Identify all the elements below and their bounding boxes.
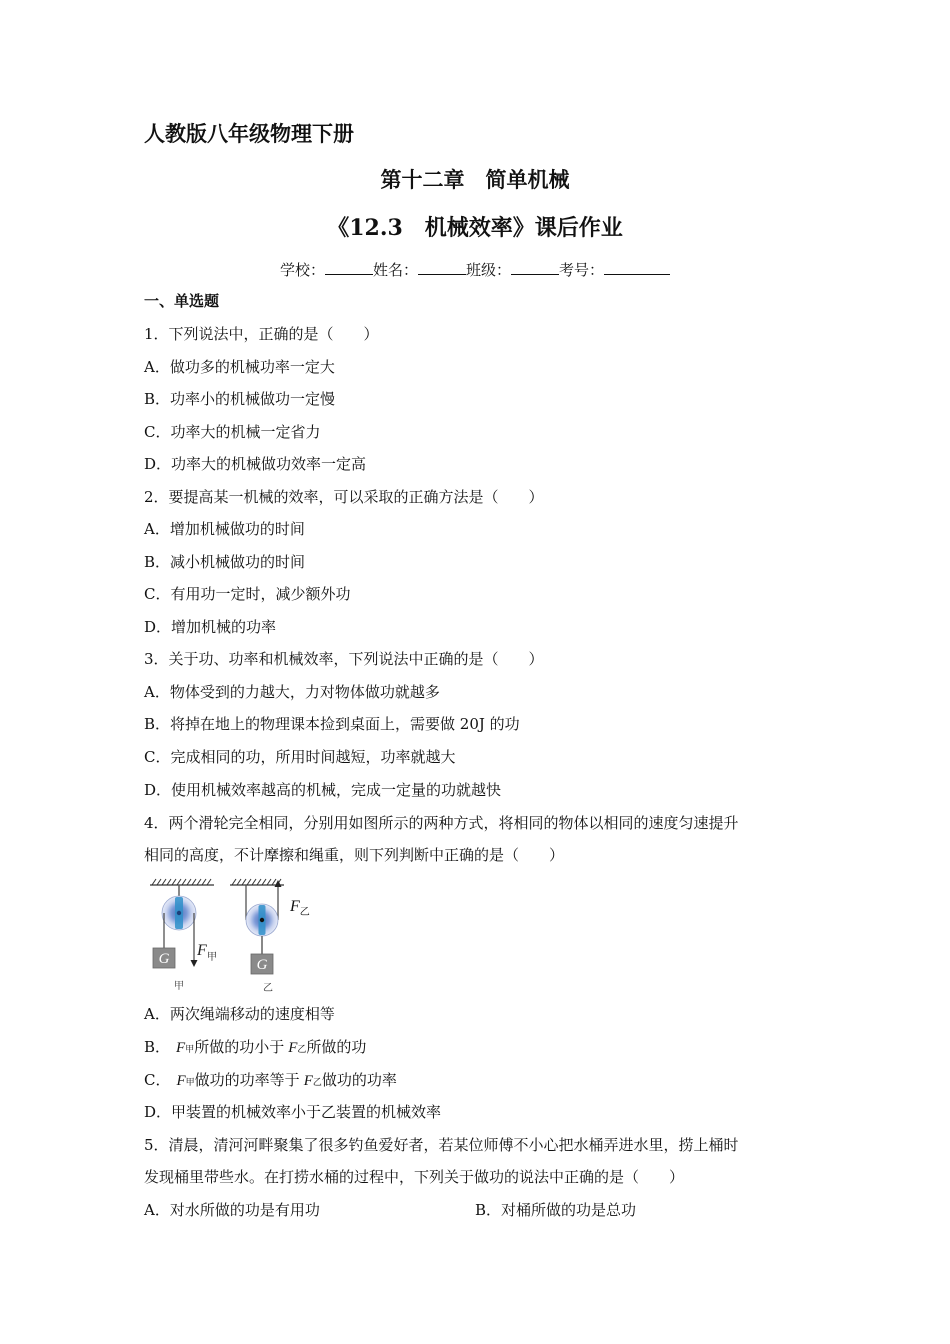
pulley-center-jia (177, 911, 181, 915)
q4-option-c (144, 1070, 397, 1093)
q4-b-label: B． (144, 1038, 171, 1056)
weight-label-jia: G (158, 951, 170, 967)
q3-stem: 3．关于功、功率和机械效率，下列说法中正确的是（ ） (144, 650, 544, 668)
caption-jia: 甲 (174, 981, 184, 992)
q4-b-f2: F (288, 1040, 298, 1056)
q4-c-sub1: 甲 (185, 1078, 195, 1088)
pulley-figure (144, 876, 294, 996)
q3-option-d: D．使用机械效率越高的机械，完成一定量的功就越快 (144, 781, 502, 799)
q4-c-sub2: 乙 (312, 1078, 322, 1088)
q4-option-a: A．两次绳端移动的速度相等 (144, 1005, 335, 1023)
ceiling-hatch-jia (152, 879, 211, 885)
ceiling-hatch-yi (232, 879, 281, 885)
student-info-line (0, 259, 950, 280)
q1-option-a: A．做功多的机械功率一定大 (144, 358, 335, 376)
q5-stem-line2: 发现桶里带些水。在打捞水桶的过程中，下列关于做功的说法中正确的是（ ） (144, 1168, 685, 1186)
q4-b-mid: 所做的功小于 (194, 1038, 285, 1056)
weight-label-yi: G (256, 957, 268, 973)
q5-option-a: A．对水所做的功是有用功 (144, 1201, 320, 1219)
name-blank[interactable] (418, 259, 466, 275)
q4-b-f1: F (176, 1040, 186, 1056)
force-sub-yi: 乙 (299, 907, 310, 918)
series-title: 人教版八年级物理下册 (144, 121, 354, 146)
q3-option-a: A．物体受到的力越大，力对物体做功就越多 (144, 683, 440, 701)
q4-b-sub2: 乙 (297, 1045, 307, 1055)
arrow-up-yi (275, 880, 282, 887)
q4-c-label: C． (144, 1071, 171, 1089)
force-f-yi: F (290, 898, 300, 915)
q5-stem-line1: 5．清晨，清河河畔聚集了很多钓鱼爱好者，若某位师傅不小心把水桶弄进水里，捞上桶时 (144, 1136, 739, 1154)
school-label: 学校： (279, 261, 325, 279)
q1-option-b: B．功率小的机械做功一定慢 (144, 390, 336, 408)
q4-c-f1: F (176, 1073, 186, 1089)
fixed-pulley (150, 879, 217, 992)
exam-no-blank[interactable] (604, 259, 670, 275)
q3-option-b: B．将掉在地上的物理课本捡到桌面上，需要做 20J 的功 (144, 715, 520, 733)
class-blank[interactable] (511, 259, 559, 275)
q4-b-sub1: 甲 (185, 1045, 195, 1055)
force-label-jia: F (197, 942, 207, 959)
name-label: 姓名： (372, 261, 418, 279)
q2-stem: 2．要提高某一机械的效率，可以采取的正确方法是（ ） (144, 488, 544, 506)
q4-option-b (144, 1037, 366, 1060)
force-label-yi-text (290, 896, 310, 916)
arrow-down-jia (191, 960, 198, 967)
q4-stem-line2: 相同的高度，不计摩擦和绳重，则下列判断中正确的是（ ） (144, 846, 565, 864)
q4-b-end: 所做的功 (306, 1038, 367, 1056)
school-blank[interactable] (325, 259, 373, 275)
q2-option-b: B．减小机械做功的时间 (144, 553, 306, 571)
q2-option-d: D．增加机械的功率 (144, 618, 277, 636)
q1-stem: 1．下列说法中，正确的是（ ） (144, 325, 379, 343)
caption-yi: 乙 (263, 983, 273, 994)
q4-option-d: D．甲装置的机械效率小于乙装置的机械效率 (144, 1103, 442, 1121)
pulley-center-yi (260, 918, 264, 922)
chapter-title: 第十二章 简单机械 (380, 167, 570, 192)
q3-option-c: C．完成相同的功，所用时间越短，功率就越大 (144, 748, 456, 766)
q5-option-b: B．对桶所做的功是总功 (475, 1201, 637, 1219)
q1-option-c: C．功率大的机械一定省力 (144, 423, 321, 441)
q2-option-c: C．有用功一定时，减少额外功 (144, 585, 351, 603)
q2-option-a: A．增加机械做功的时间 (144, 520, 305, 538)
class-label: 班级： (466, 261, 512, 279)
section-heading: 一、单选题 (144, 292, 220, 310)
q4-c-mid: 做功的功率等于 (194, 1071, 300, 1089)
q4-c-f2: F (303, 1073, 313, 1089)
movable-pulley (230, 879, 284, 994)
lesson-title: 《12.3 机械效率》课后作业 (327, 215, 623, 241)
q4-c-end: 做功的功率 (321, 1071, 397, 1089)
q4-stem-line1: 4．两个滑轮完全相同，分别用如图所示的两种方式，将相同的物体以相同的速度匀速提升 (144, 814, 739, 832)
force-sub-jia: 甲 (207, 952, 217, 963)
exam-no-label: 考号： (559, 261, 605, 279)
q1-option-d: D．功率大的机械做功效率一定高 (144, 455, 367, 473)
